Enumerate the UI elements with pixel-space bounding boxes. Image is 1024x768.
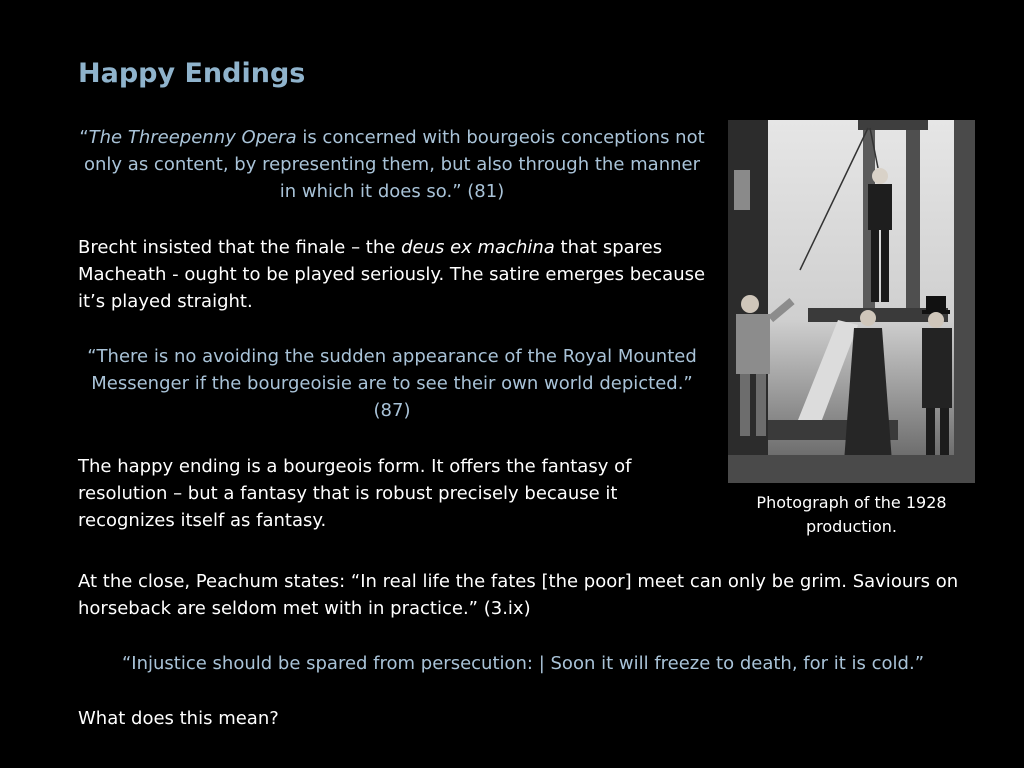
paragraph-text-after: that spares Macheath - ought to be played seriously. The satire emerges because it’s played straight. xyxy=(78,237,706,312)
photograph-image xyxy=(728,120,975,483)
slide-title: Happy Endings xyxy=(78,58,306,89)
photo-caption: Photograph of the 1928 production. xyxy=(756,493,947,536)
paragraph-text-before: Brecht insisted that the finale – the xyxy=(78,237,402,258)
paragraph-finale xyxy=(78,234,718,315)
quote-text: is concerned with bourgeois conceptions not only as content, by representing them, but also through the manner in which it does so.” (81) xyxy=(84,127,705,202)
quote-threepenny: “The Threepenny Opera is concerned with bourgeois conceptions not only as content, by representing them, but also through the manner in which it does so.” (81) xyxy=(79,127,705,202)
quote-italic-title: The Threepenny Opera xyxy=(88,127,297,148)
paragraph-happy-ending: The happy ending is a bourgeois form. It offers the fantasy of resolution – but a fantasy that is robust precisely because it recognizes itself as fantasy. xyxy=(78,456,632,531)
paragraph-italic-term: deus ex machina xyxy=(401,237,555,258)
paragraph-question: What does this mean? xyxy=(78,708,279,729)
paragraph-peachum: At the close, Peachum states: “In real life the fates [the poor] meet can only be grim. Saviours on horseback are seldom met with in practice.” (3.ix) xyxy=(78,571,959,619)
quote-injustice: “Injustice should be spared from persecution: | Soon it will freeze to death, for it is cold.” xyxy=(121,653,925,674)
production-photograph xyxy=(728,120,975,483)
quote-royal-messenger: “There is no avoiding the sudden appearance of the Royal Mounted Messenger if the bourgeoisie are to see their own world depicted.” (87) xyxy=(87,346,697,421)
